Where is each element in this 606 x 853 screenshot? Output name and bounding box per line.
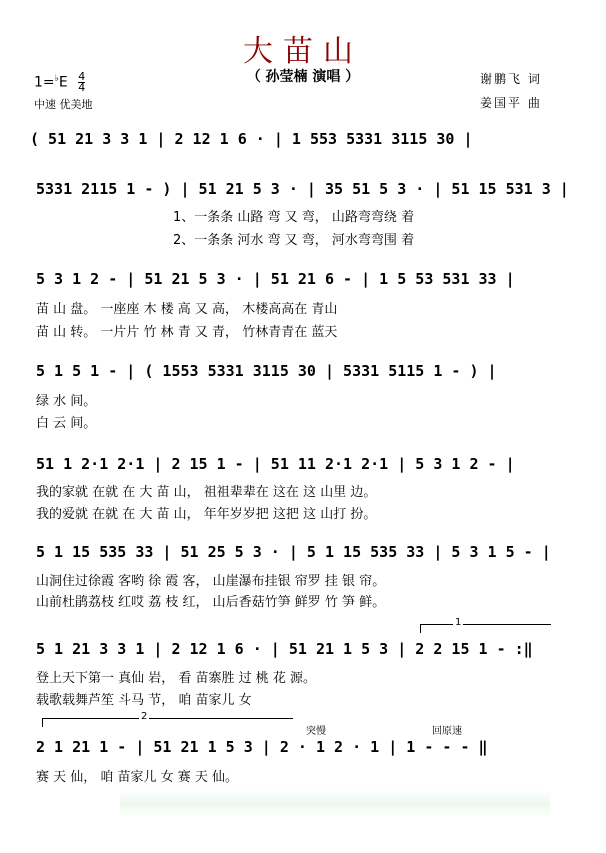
key-note: E [58, 74, 68, 91]
lyric-row-3-verse-1: 苗 山 盘。 一座座 木 楼 高 又 高， 木楼高高在 青山 [36, 302, 338, 317]
flat-sign: ♭ [54, 73, 59, 84]
lyric-row-4-verse-1: 绿 水 间。 [36, 394, 97, 409]
time-top: 4 [78, 70, 86, 83]
lyric-row-7-verse-1: 登上天下第一 真仙 岩， 看 苗寨胜 过 桃 花 源。 [36, 671, 317, 686]
a-tempo-marking: 回原速 [432, 726, 462, 737]
slowdown-marking: 突慢 [306, 726, 326, 737]
notation-row-6: 5 1 15 535 33 | 51 25 5 3 · | 5 1 15 535 33 | 5 3 1 5 - | [36, 543, 551, 561]
lyric-row-2-verse-1: 1、一条条 山路 弯 又 弯， 山路弯弯绕 着 [173, 210, 415, 225]
time-bottom: 4 [78, 81, 86, 94]
composer-credit: 姜国平 曲 [480, 96, 542, 110]
lyric-row-5-verse-1: 我的家就 在就 在 大 苗 山， 祖祖辈辈在 这在 这 山里 边。 [36, 485, 377, 500]
background-fade [120, 790, 550, 818]
notation-row-4: 5 1 5 1 - | ( 1553 5331 3115 30 | 5331 5115 1 - ) | [36, 362, 497, 380]
lyric-row-7-verse-2: 载歌载舞芦笙 斗马 节， 咱 苗家儿 女 [36, 693, 252, 708]
lyricist-credit: 谢鹏飞 词 [480, 72, 542, 86]
notation-row-7: 5 1 21 3 3 1 | 2 12 1 6 · | 51 21 1 5 3 | 2 2 15 1 - :‖ [36, 640, 533, 658]
song-title: 大苗山 [243, 34, 363, 69]
volta-2-label: 2 [141, 711, 148, 722]
lyric-row-3-verse-2: 苗 山 转。 一片片 竹 林 青 又 青， 竹林青青在 蓝天 [36, 325, 338, 340]
key-signature [34, 72, 85, 93]
singer-credit: （ 孙莹楠 演唱 ） [246, 69, 360, 85]
notation-row-5: 51 1 2·1 2·1 | 2 15 1 - | 51 11 2·1 2·1 | 5 3 1 2 - | [36, 455, 515, 473]
time-signature [78, 72, 85, 93]
volta-bracket-1 [420, 617, 551, 633]
lyric-row-6-verse-1: 山洞住过徐霞 客哟 徐 霞 客， 山崖瀑布挂银 帘罗 挂 银 帘。 [36, 574, 386, 589]
notation-row-1: ( 51 21 3 3 1 | 2 12 1 6 · | 1 553 5331 3115 30 | [30, 130, 473, 148]
key-prefix: 1= [34, 74, 55, 91]
lyric-row-8-verse-1: 赛 天 仙， 咱 苗家儿 女 赛 天 仙。 [36, 770, 239, 785]
notation-row-2: 5331 2115 1 - ) | 51 21 5 3 · | 35 51 5 3 · | 51 15 531 3 | [36, 180, 569, 198]
notation-row-3: 5 3 1 2 - | 51 21 5 3 · | 51 21 6 - | 1 5 53 531 33 | [36, 270, 515, 288]
volta-1-label: 1 [455, 617, 462, 628]
tempo-marking: 中速 优美地 [34, 98, 93, 111]
lyric-row-5-verse-2: 我的爱就 在就 在 大 苗 山， 年年岁岁把 这把 这 山打 扮。 [36, 507, 377, 522]
lyric-row-4-verse-2: 白 云 间。 [36, 416, 97, 431]
volta-bracket-2 [42, 711, 293, 727]
lyric-row-2-verse-2: 2、一条条 河水 弯 又 弯， 河水弯弯围 着 [173, 233, 415, 248]
lyric-row-6-verse-2: 山前杜鹃荔枝 红哎 荔 枝 红， 山后香菇竹笋 鲜罗 竹 笋 鲜。 [36, 595, 386, 610]
notation-row-8: 2 1 21 1 - | 51 21 1 5 3 | 2 · 1 2 · 1 | 1 - - - ‖ [36, 738, 488, 756]
